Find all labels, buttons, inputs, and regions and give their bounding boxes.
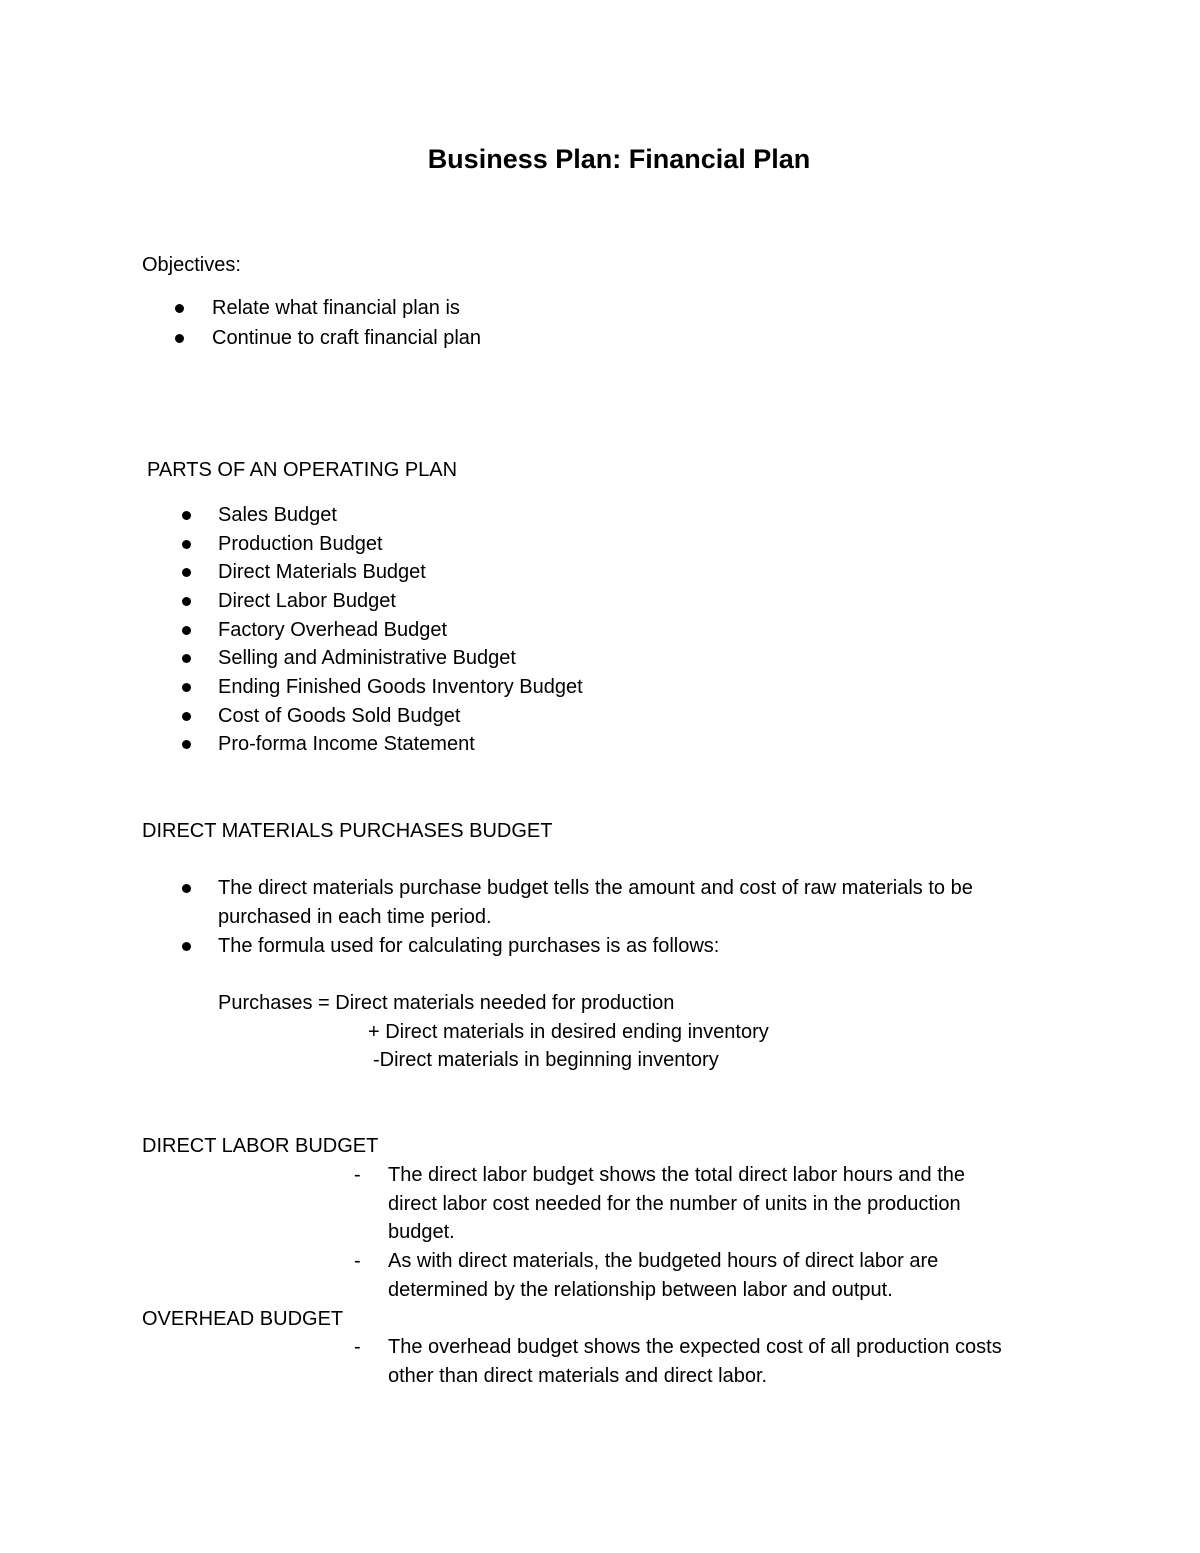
operating-plan-item: Direct Labor Budget xyxy=(218,590,396,612)
direct-materials-heading: DIRECT MATERIALS PURCHASES BUDGET xyxy=(142,820,553,842)
bullet-icon xyxy=(182,568,191,577)
bullet-icon xyxy=(182,626,191,635)
direct-labor-text: direct labor cost needed for the number of units in the production xyxy=(388,1193,961,1215)
bullet-icon xyxy=(175,304,184,313)
operating-plan-item: Factory Overhead Budget xyxy=(218,619,448,641)
bullet-icon xyxy=(182,654,191,663)
bullet-icon xyxy=(182,540,191,549)
page-title: Business Plan: Financial Plan xyxy=(427,144,811,174)
overhead-text: other than direct materials and direct labor. xyxy=(388,1365,768,1387)
bullet-icon xyxy=(182,511,191,520)
bullet-icon xyxy=(182,942,191,951)
objective-item: Continue to craft financial plan xyxy=(212,327,482,349)
direct-materials-text: purchased in each time period. xyxy=(218,906,492,928)
objective-item: Relate what financial plan is xyxy=(212,297,460,319)
operating-plan-heading: PARTS OF AN OPERATING PLAN xyxy=(147,459,458,481)
overhead-heading: OVERHEAD BUDGET xyxy=(142,1308,344,1330)
direct-labor-text: The direct labor budget shows the total direct labor hours and the xyxy=(388,1164,966,1186)
bullet-icon xyxy=(182,683,191,692)
dash-marker: - xyxy=(354,1250,361,1272)
operating-plan-item: Pro-forma Income Statement xyxy=(218,733,475,755)
formula-line: + Direct materials in desired ending inventory xyxy=(368,1021,769,1043)
direct-labor-text: budget. xyxy=(388,1221,455,1243)
bullet-icon xyxy=(182,597,191,606)
operating-plan-item: Selling and Administrative Budget xyxy=(218,647,516,669)
bullet-icon xyxy=(182,740,191,749)
direct-labor-heading: DIRECT LABOR BUDGET xyxy=(142,1135,379,1157)
direct-labor-text: determined by the relationship between labor and output. xyxy=(388,1279,893,1301)
operating-plan-item: Ending Finished Goods Inventory Budget xyxy=(218,676,583,698)
direct-labor-text: As with direct materials, the budgeted hours of direct labor are xyxy=(388,1250,939,1272)
direct-materials-text: The formula used for calculating purchases is as follows: xyxy=(218,935,720,957)
dash-marker: - xyxy=(354,1336,361,1358)
operating-plan-item: Direct Materials Budget xyxy=(218,561,426,583)
bullet-icon xyxy=(182,712,191,721)
operating-plan-item: Production Budget xyxy=(218,533,383,555)
objectives-heading: Objectives: xyxy=(142,254,241,276)
operating-plan-item: Cost of Goods Sold Budget xyxy=(218,705,461,727)
dash-marker: - xyxy=(354,1164,361,1186)
operating-plan-item: Sales Budget xyxy=(218,504,337,526)
direct-materials-text: The direct materials purchase budget tells the amount and cost of raw materials to be xyxy=(218,877,973,899)
bullet-icon xyxy=(175,334,184,343)
formula-line: -Direct materials in beginning inventory xyxy=(373,1049,719,1071)
overhead-text: The overhead budget shows the expected cost of all production costs xyxy=(388,1336,1002,1358)
bullet-icon xyxy=(182,884,191,893)
formula-line: Purchases = Direct materials needed for production xyxy=(218,992,675,1014)
